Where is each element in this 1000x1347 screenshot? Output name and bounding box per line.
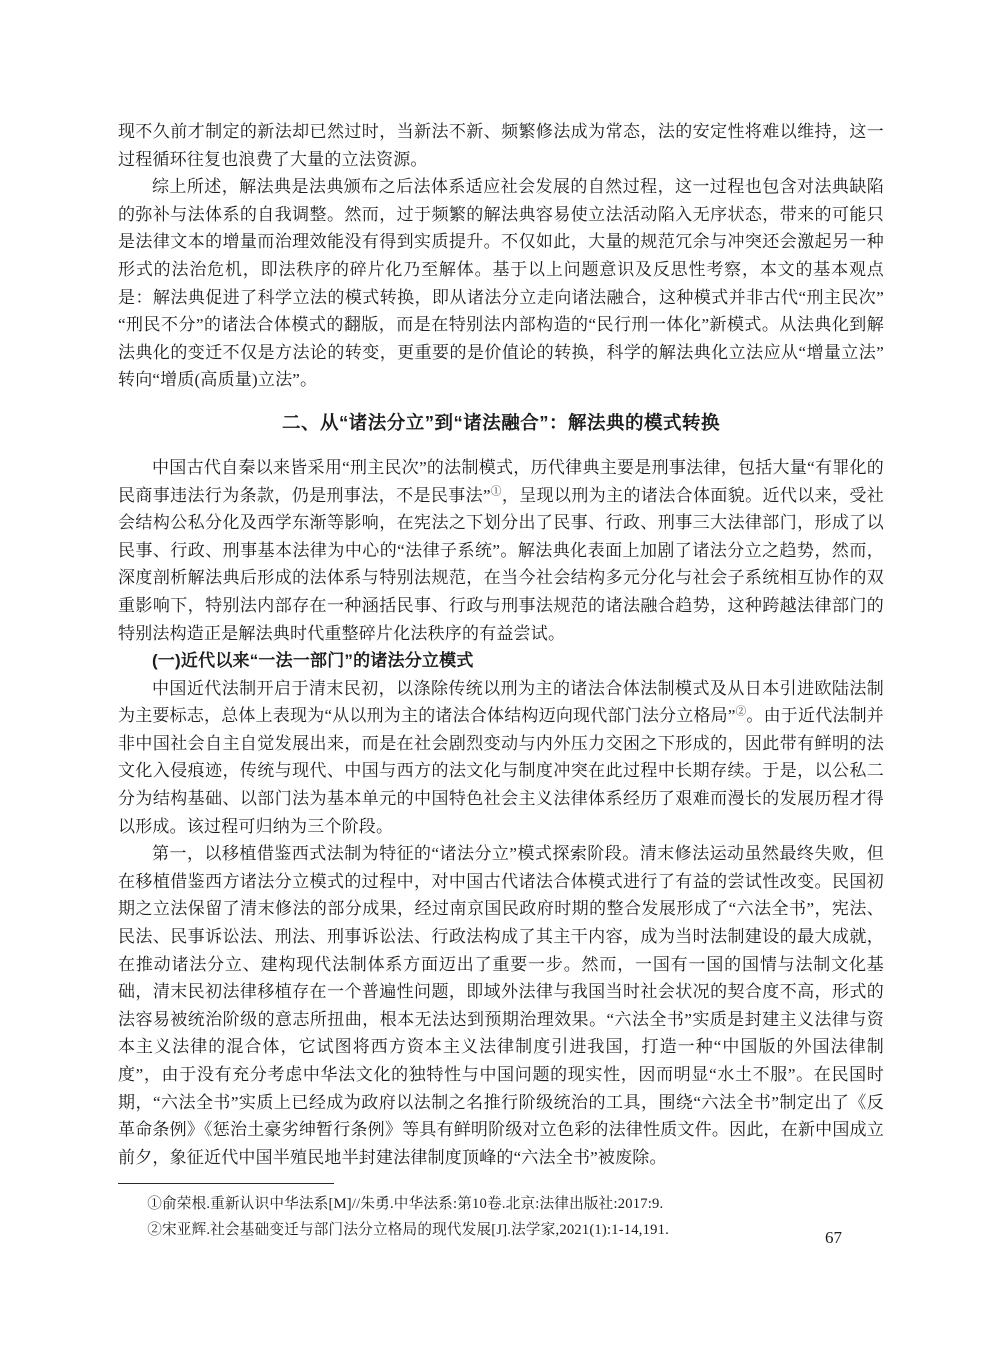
footnote-ref-2: ② (735, 706, 747, 718)
footnote: ②宋亚辉.社会基础变迁与部门法分立格局的现代发展[J].法学家,2021(1):1-14,191. (147, 1221, 669, 1238)
paragraph-text: 中国古代自秦以来皆采用“刑主民次”的法制模式，历代律典主要是刑事法律，包括大量“有罪化的民商事违法行为条款，仍是刑事法，不是民事法” (118, 457, 884, 505)
footnote-ref-1: ① (490, 485, 502, 497)
paragraph-summary: 综上所述，解法典是法典颁布之后法体系适应社会发展的自然过程，这一过程也包含对法典缺陷的弥补与法体系的自我调整。然而，过于频繁的解法典容易使立法活动陷入无序状态，带来的可能只是法律文本的增量而治理效能没有得到实质提升。不仅如此，大量的规范冗余与冲突还会激起另一种形式的法治危机，即法秩序的碎片化乃至解体。基于以上问题意识及反思性考察，本文的基本观点是：解法典促进了科学立法的模式转换，即从诸法分立走向诸法融合，这种模式并非古代“刑主民次”“刑民不分”的诸法合体模式的翻版，而是在特别法内部构造的“民行刑一体化”新模式。从法典化到解法典化的变迁不仅是方法论的转变，更重要的是价值论的转换，科学的解法典化立法应从“增量立法”转向“增质(高质量)立法”。 (118, 177, 884, 390)
body-text (118, 118, 884, 1243)
footnote: ①俞荣根.重新认识中华法系[M]//朱勇.中华法系:第10卷.北京:法律出版社:2017:9. (147, 1196, 664, 1213)
paragraph-continuation: 现不久前才制定的新法却已然过时，当新法不新、频繁修法成为常态，法的安定性将难以维持，这一过程循环往复也浪费了大量的立法资源。 (118, 122, 884, 169)
page-number: 67 (825, 1228, 842, 1247)
footnote-divider (118, 1183, 334, 1184)
paragraph-modern-law (118, 675, 884, 841)
paragraph-section2-intro (118, 454, 884, 647)
paragraph-stage-one: 第一，以移植借鉴西式法制为特征的“诸法分立”模式探索阶段。清末修法运动虽然最终失败，但在移植借鉴西方诸法分立模式的过程中，对中国古代诸法合体模式进行了有益的尝试性改变。民国初期之立法保留了清末修法的部分成果，经过南京国民政府时期的整合发展形成了“六法全书”，宪法、民法、民事诉讼法、刑法、刑事诉讼法、行政法构成了其主干内容，成为当时法制建设的最大成就，在推动诸法分立、建构现代法制体系方面迈出了重要一步。然而，一国有一国的国情与法制文化基础，清末民初法律移植存在一个普遍性问题，即域外法律与我国当时社会状况的契合度不高，形式的法容易被统治阶级的意志所扭曲，根本无法达到预期治理效果。“六法全书”实质是封建主义法律与资本主义法律的混合体，它试图将西方资本主义法律制度引进我国，打造一种“中国版的外国法律制度”，由于没有充分考虑中华法文化的独特性与中国问题的现实性，因而明显“水土不服”。在民国时期，“六法全书”实质上已经成为政府以法制之名推行阶级统治的工具，围绕“六法全书”制定出了《反革命条例》《惩治土豪劣绅暂行条例》等具有鲜明阶级对立色彩的法律性质文件。因此，在新中国成立前夕，象征近代中国半殖民地半封建法律制度顶峰的“六法全书”被废除。 (118, 844, 884, 1167)
paragraph-text: 。由于近代法制并非中国社会自主自觉发展出来，而是在社会剧烈变动与内外压力交困之下形成的，因此带有鲜明的法文化入侵痕迹，传统与现代、中国与西方的法文化与制度冲突在此过程中长期存续。于是，以公私二分为结构基础、以部门法为基本单元的中国特色社会主义法律体系经历了艰难而漫长的发展历程才得以形成。该过程可归纳为三个阶段。 (118, 706, 884, 836)
section-heading: 二、从“诸法分立”到“诸法融合”：解法典的模式转换 (281, 411, 720, 433)
subsection-heading: (一)近代以来“一法一部门”的诸法分立模式 (152, 651, 474, 671)
paragraph-text: 中国近代法制开启于清末民初，以涤除传统以刑为主的诸法合体法制模式及从日本引进欧陆法制为主要标志，总体上表现为“从以刑为主的诸法合体结构迈向现代部门法分立格局” (118, 678, 884, 726)
paragraph-text: ，呈现以刑为主的诸法合体面貌。近代以来，受社会结构公私分化及西学东渐等影响，在宪法之下划分出了民事、行政、刑事三大法律部门，形成了以民事、行政、刑事基本法律为中心的“法律子系统”。解法典化表面上加剧了诸法分立之趋势，然而，深度剖析解法典后形成的法体系与特别法规范，在当今社会结构多元分化与社会子系统相互协作的双重影响下，特别法内部存在一种涵括民事、行政与刑事法规范的诸法融合趋势，这种跨越法律部门的特别法构造正是解法典时代重整碎片化法秩序的有益尝试。 (118, 485, 884, 643)
